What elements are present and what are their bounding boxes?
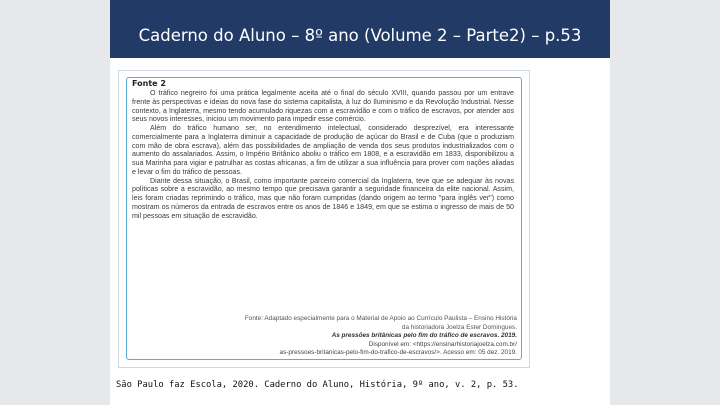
slide-title: Caderno do Aluno – 8º ano (Volume 2 – Parte2) – p.53: [138, 26, 582, 45]
slide-header: [110, 0, 610, 58]
source-available: Disponível em: <https://ensinarhistoriajoelza.com.br/: [368, 340, 517, 348]
paragraph-2: Além do tráfico humano ser, no entendimento intelectual, considerado desprezível, era interessante comercialmente para a Inglaterra diminuir a capacidade de produção de açúcar do Brasil e de Cuba (que o produziam com mão de obra escrava), além das possibilidades de ampliação de venda dos seus produtos industrializados com o aumento do assalariados. Assim, o Império Britânico aboliu o tráfico em 1808, e a escravidão em 1833, disponibilizou a sua Marinha para vigiar e patrulhar as costas africanas, a fim de utilizar a sua influência para prover com nações aliadas e levar o fim do tráfico de pessoas.: [132, 124, 514, 176]
document-body: [132, 89, 514, 220]
paragraph-3: Diante dessa situação, o Brasil, como importante parceiro comercial da Inglaterra, teve que se adequar às novas políticas sobre a escravidão, ao mesmo tempo que precisava garantir a seguridade financeira da elite nacional. Assim, leis foram criadas reprimindo o tráfico, mas que não foram cumpridas (dando origem ao termo "para inglês ver") como mostram os números da entrada de escravos entre os anos de 1846 e 1849, em que se estima o ingresso de mais de 50 mil pessoas em situação de escravidão.: [132, 176, 514, 220]
paragraph-1: O tráfico negreiro foi uma prática legalmente aceita até o final do século XVIII, quando passou por um entrave frente às perspectivas e ideias do nova fase do sistema capitalista, à luz do Iluminismo e da Revolução Industrial. Nesse contexto, a Inglaterra, mesmo tendo acumulado riquezas com a escravidão e com o tráfico de escravos, por atender aos seus novos interesses, iniciou um movimento para impedir esse comércio.: [132, 89, 514, 124]
image-caption: São Paulo faz Escola, 2020. Caderno do Aluno, História, 9º ano, v. 2, p. 53.: [116, 380, 519, 390]
source-url: as-pressoes-britanicas-pelo-fim-do-trafico-de-escravos/>. Acesso em: 05 dez. 2019.: [279, 349, 517, 357]
source-line-2: da historiadora Joelza Ester Domingues.: [401, 323, 517, 331]
right-margin-panel: [610, 0, 720, 405]
left-margin-panel: [0, 0, 110, 405]
source-title: As pressões britânicas pelo fim do tráfico de escravos. 2019.: [331, 332, 517, 340]
scanned-page-image: [118, 70, 530, 368]
section-label: Fonte 2: [132, 79, 166, 88]
source-line-1: Fonte: Adaptado especialmente para o Material de Apoio ao Currículo Paulista – Ensino História: [244, 315, 517, 322]
source-citation: [157, 315, 517, 358]
